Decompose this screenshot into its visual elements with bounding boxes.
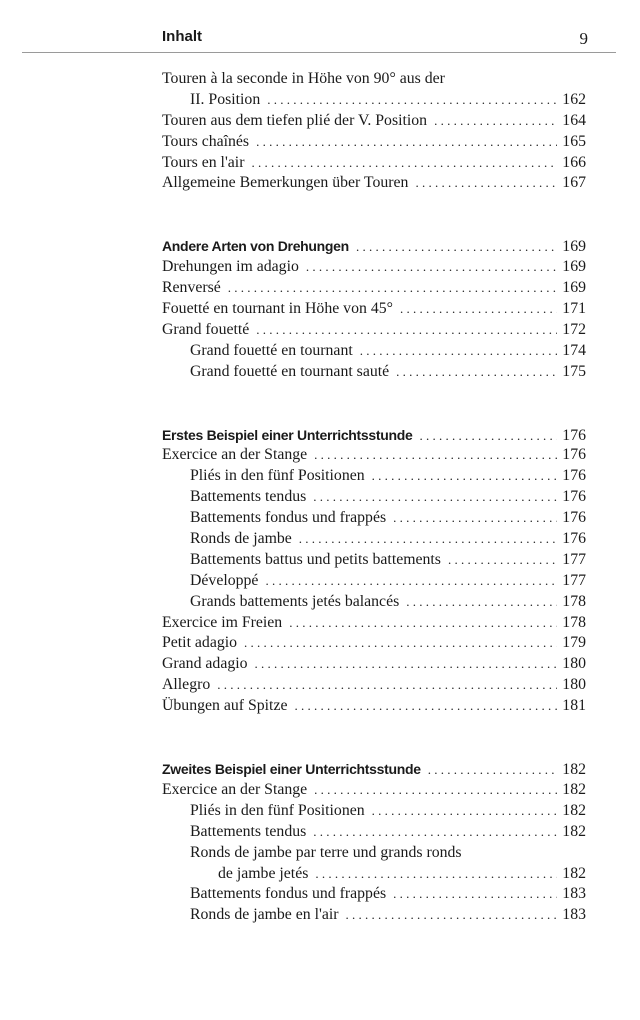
- toc-entry-label: Allegro: [162, 676, 211, 694]
- toc-entry-page: 174: [562, 341, 586, 359]
- toc-entry-label: Exercice an der Stange: [162, 780, 308, 798]
- toc-entry-label: II. Position: [190, 90, 261, 108]
- dot-leader: [244, 633, 557, 654]
- toc-entry-page: 182: [562, 801, 586, 819]
- toc-entry-label: Grand fouetté: [162, 320, 250, 338]
- dot-leader: [251, 153, 557, 174]
- toc-entry-label: Battements fondus und frappés: [190, 509, 387, 527]
- dot-leader: [267, 90, 557, 111]
- toc-entry-page: 183: [562, 906, 586, 924]
- toc-entry[interactable]: [162, 780, 586, 801]
- toc-section-heading[interactable]: [162, 759, 586, 780]
- toc-entry[interactable]: [162, 257, 586, 278]
- toc-entry-label: Drehungen im adagio: [162, 258, 299, 276]
- toc-entry-page: 176: [562, 446, 586, 464]
- toc-entry-label: de jambe jetés: [218, 864, 309, 882]
- toc-entry-label: Grand fouetté en tournant sauté: [190, 362, 390, 380]
- toc-entry[interactable]: [162, 822, 586, 843]
- toc-entry-label: Ronds de jambe: [190, 530, 292, 548]
- toc-section-heading[interactable]: [162, 236, 586, 257]
- toc-heading-label: Zweites Beispiel einer Unterrichtsstunde: [162, 761, 421, 778]
- toc-entry[interactable]: [162, 299, 586, 320]
- dot-leader: [400, 299, 557, 320]
- toc-entry-page: 179: [562, 634, 586, 652]
- dot-leader: [448, 550, 557, 571]
- toc-entry-page: 164: [562, 111, 586, 129]
- dot-leader: [217, 675, 557, 696]
- toc-entry[interactable]: [162, 445, 586, 466]
- toc-entry-page: 180: [562, 676, 586, 694]
- toc-entry-page: 165: [562, 132, 586, 150]
- toc-entry-page: 178: [562, 613, 586, 631]
- toc-entry[interactable]: [162, 696, 586, 717]
- dot-leader: [256, 132, 557, 153]
- toc-entry[interactable]: [162, 466, 586, 487]
- toc-entry-page: 176: [562, 488, 586, 506]
- dot-leader: [372, 801, 557, 822]
- dot-leader: [434, 111, 557, 132]
- dot-leader: [396, 362, 557, 383]
- dot-leader: [228, 278, 557, 299]
- dot-leader: [393, 884, 557, 905]
- toc-section-drehungen: [162, 236, 586, 382]
- dot-leader: [294, 696, 557, 717]
- dot-leader: [420, 426, 558, 447]
- toc-entry-label: Exercice an der Stange: [162, 446, 308, 464]
- toc-entry-page: 176: [562, 467, 586, 485]
- toc-entry-page: 178: [562, 592, 586, 610]
- toc-entry-page: 180: [562, 655, 586, 673]
- dot-leader: [313, 822, 557, 843]
- toc-entry-page: 167: [562, 174, 586, 192]
- toc-entry-label: Petit adagio: [162, 634, 238, 652]
- toc-entry[interactable]: [162, 864, 586, 885]
- toc-entry-page: 169: [562, 258, 586, 276]
- toc-entry[interactable]: [162, 550, 586, 571]
- toc-entry[interactable]: [162, 320, 586, 341]
- toc-entry-label: Ronds de jambe en l'air: [190, 906, 339, 924]
- dot-leader: [428, 760, 557, 781]
- toc-entry[interactable]: [162, 508, 586, 529]
- toc-entry-line1: Ronds de jambe par terre und grands ronds: [190, 843, 462, 861]
- toc-entry-label: Pliés in den fünf Positionen: [190, 801, 365, 819]
- toc-entry-label: Développé: [190, 571, 259, 589]
- toc-entry-label: Fouetté en tournant in Höhe von 45°: [162, 300, 393, 318]
- toc-entry-label: Touren aus dem tiefen plié der V. Position: [162, 111, 428, 129]
- toc-entry-label: Battements battus und petits battements: [190, 550, 441, 568]
- toc-entry-label: Pliés in den fünf Positionen: [190, 467, 365, 485]
- toc-entry-page: 162: [562, 90, 586, 108]
- toc-entry[interactable]: [162, 613, 586, 634]
- dot-leader: [315, 864, 557, 885]
- toc-section-heading[interactable]: [162, 425, 586, 446]
- toc-entry-page: 182: [562, 780, 586, 798]
- toc-entry[interactable]: [162, 278, 586, 299]
- dot-leader: [256, 320, 557, 341]
- dot-leader: [299, 529, 557, 550]
- toc-entry-page: 182: [562, 864, 586, 882]
- dot-leader: [415, 173, 557, 194]
- toc-entry[interactable]: [162, 675, 586, 696]
- dot-leader: [393, 508, 557, 529]
- toc-entry-label: Grand fouetté en tournant: [190, 341, 353, 359]
- toc-entry[interactable]: [162, 592, 586, 613]
- toc-entry[interactable]: [162, 654, 586, 675]
- dot-leader: [313, 487, 557, 508]
- toc-entry-page: 182: [562, 761, 586, 779]
- toc-entry-page: 176: [562, 426, 586, 444]
- toc-entry-page: 166: [562, 153, 586, 171]
- toc-entry-page: 183: [562, 885, 586, 903]
- toc-heading-label: Erstes Beispiel einer Unterrichtsstunde: [162, 426, 413, 443]
- toc-entry-page: 171: [562, 300, 586, 318]
- toc-entry-label: Battements tendus: [190, 822, 307, 840]
- dot-leader: [265, 571, 557, 592]
- toc-entry[interactable]: [162, 362, 586, 383]
- toc-entry[interactable]: [162, 571, 586, 592]
- toc-entry-page: 169: [562, 279, 586, 297]
- toc-entry[interactable]: [162, 801, 586, 822]
- toc-entry[interactable]: [162, 884, 586, 905]
- toc-entry[interactable]: [162, 132, 586, 153]
- toc-heading-label: Andere Arten von Drehungen: [162, 238, 349, 255]
- toc-section-zweites-beispiel: [162, 759, 586, 926]
- dot-leader: [346, 905, 558, 926]
- running-header-title: Inhalt: [162, 28, 202, 45]
- toc-entry-label: Battements tendus: [190, 488, 307, 506]
- toc-entry-label: Renversé: [162, 279, 221, 297]
- header-rule: [22, 52, 616, 53]
- toc-entry[interactable]: [162, 90, 586, 111]
- toc-entry-page: 177: [562, 550, 586, 568]
- toc-entry-label: Allgemeine Bemerkungen über Touren: [162, 174, 409, 192]
- toc-entry[interactable]: [162, 341, 586, 362]
- toc-entry-label: Übungen auf Spitze: [162, 697, 288, 715]
- dot-leader: [314, 780, 557, 801]
- toc-entry[interactable]: [162, 905, 586, 926]
- toc-entry-page: 182: [562, 822, 586, 840]
- toc-entry-line1: Touren à la seconde in Höhe von 90° aus der: [162, 70, 445, 87]
- toc-entry-page: 181: [562, 697, 586, 715]
- dot-leader: [372, 466, 557, 487]
- toc-entry-page: 169: [562, 238, 586, 256]
- toc-section-touren: [162, 69, 586, 194]
- table-of-contents: [162, 69, 586, 926]
- toc-entry-label: Battements fondus und frappés: [190, 885, 387, 903]
- dot-leader: [356, 237, 557, 258]
- toc-entry[interactable]: [162, 487, 586, 508]
- toc-section-erstes-beispiel: [162, 425, 586, 717]
- dot-leader: [306, 257, 557, 278]
- toc-entry[interactable]: [162, 173, 586, 194]
- toc-entry[interactable]: [162, 153, 586, 174]
- toc-entry-label: Tours chaînés: [162, 132, 250, 150]
- toc-entry-label: Grand adagio: [162, 655, 248, 673]
- toc-entry-label: Exercice im Freien: [162, 613, 283, 631]
- dot-leader: [406, 592, 557, 613]
- toc-entry-label: Tours en l'air: [162, 153, 245, 171]
- dot-leader: [255, 654, 557, 675]
- page-number: 9: [579, 29, 588, 48]
- toc-entry[interactable]: [162, 111, 586, 132]
- toc-entry-page: 176: [562, 530, 586, 548]
- toc-entry[interactable]: [162, 529, 586, 550]
- toc-entry-page: 172: [562, 320, 586, 338]
- toc-entry-page: 175: [562, 362, 586, 380]
- dot-leader: [289, 613, 557, 634]
- toc-entry[interactable]: [162, 633, 586, 654]
- toc-entry-page: 177: [562, 571, 586, 589]
- toc-entry-page: 176: [562, 509, 586, 527]
- dot-leader: [314, 445, 557, 466]
- toc-entry-label: Grands battements jetés balancés: [190, 592, 400, 610]
- dot-leader: [360, 341, 557, 362]
